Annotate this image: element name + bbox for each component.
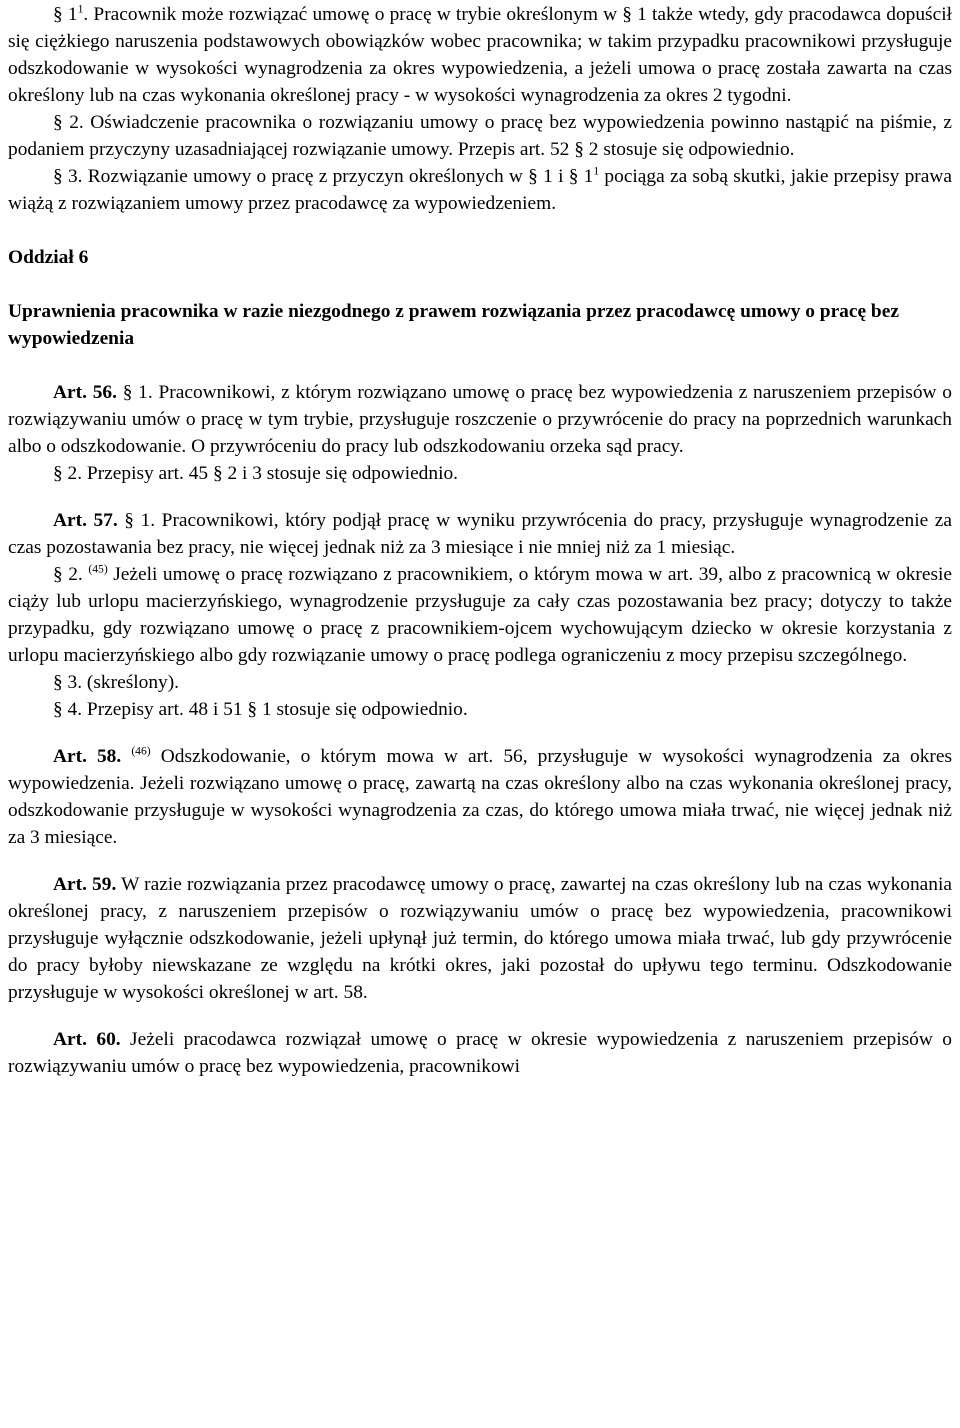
superscript: 1 — [593, 164, 600, 178]
paragraph-marker: § 2. — [53, 564, 89, 585]
paragraph-1-1 — [8, 0, 952, 109]
article-label: Art. 57. — [53, 510, 118, 531]
paragraph-text: . Pracownik może rozwiązać umowę o pracę w trybie określonym w § 1 także wtedy, gdy pracodawca dopuścił się ciężkiego naruszenia podstawowych obowiązków wobec pracownika; w takim przypadku pracownikowi przysługuje odszkodowanie w wysokości wynagrodzenia za okres wypowiedzenia, a jeżeli umowa o pracę została zawarta na czas określony lub na czas wykonania określonej pracy - w wysokości wynagrodzenia za okres 2 tygodni. — [8, 4, 952, 106]
paragraph-marker: § 1 — [53, 4, 78, 25]
section-title: Oddział 6 — [8, 247, 89, 268]
article-60 — [8, 1026, 952, 1080]
article-57 — [8, 507, 952, 561]
superscript: 1 — [77, 2, 84, 16]
article-text: Odszkodowanie, o którym mowa w art. 56, przysługuje w wysokości wynagrodzenia za okres wypowiedzenia. Jeżeli rozwiązano umowę o pracę, zawartą na czas określony albo na czas wykonania określonej pracy, odszkodowanie przysługuje w wysokości wynagrodzenia za czas, do którego umowa miała trwać, nie więcej jednak niż za 3 miesiące. — [8, 746, 952, 848]
paragraph-text: § 3. Rozwiązanie umowy o pracę z przyczyn określonych w § 1 i § 1 — [53, 166, 594, 187]
article-56-paragraph-2: § 2. Przepisy art. 45 § 2 i 3 stosuje się odpowiednio. — [53, 463, 459, 484]
section-subtitle: Uprawnienia pracownika w razie niezgodnego z prawem rozwiązania przez pracodawcę umowy o pracę bez wypowiedzenia — [8, 301, 899, 349]
paragraph-text: pociąga za sobą skutki, jakie przepisy prawa wiążą z rozwiązaniem umowy przez pracodawcę za wypowiedzeniem. — [8, 166, 952, 214]
article-58 — [8, 743, 952, 851]
footnote-ref: (45) — [88, 562, 108, 576]
paragraph-text: Jeżeli umowę o pracę rozwiązano z pracownikiem, o którym mowa w art. 39, albo z pracownicą w okresie ciąży lub urlopu macierzyńskiego, wynagrodzenie przysługuje za cały czas pozostawania bez pracy; dotyczy to także przypadku, gdy rozwiązano umowę o pracę z pracownikiem-ojcem wychowującym dziecko w okresie korzystania z urlopu macierzyńskiego albo gdy rozwiązanie umowy o pracę podlega ograniczeniu z mocy przepisu szczególnego. — [8, 564, 953, 666]
paragraph-3 — [8, 163, 952, 217]
article-text: § 1. Pracownikowi, z którym rozwiązano umowę o pracę bez wypowiedzenia z naruszeniem przepisów o rozwiązywaniu umów o pracę w tym trybie, przysługuje roszczenie o przywrócenie do pracy na poprzednich warunkach albo o odszkodowanie. O przywróceniu do pracy lub odszkodowaniu orzeka sąd pracy. — [8, 382, 952, 457]
paragraph-2: § 2. Oświadczenie pracownika o rozwiązaniu umowy o pracę bez wypowiedzenia powinno nastąpić na piśmie, z podaniem przyczyny uzasadniającej rozwiązanie umowy. Przepis art. 52 § 2 stosuje się odpowiednio. — [8, 112, 952, 160]
article-label: Art. 58. — [53, 746, 122, 767]
article-label: Art. 59. — [53, 874, 117, 895]
article-label: Art. 60. — [53, 1029, 121, 1050]
article-text: Jeżeli pracodawca rozwiązał umowę o pracę w okresie wypowiedzenia z naruszeniem przepisów o rozwiązywaniu umów o pracę bez wypowiedzenia, pracownikowi — [8, 1029, 952, 1077]
article-text: W razie rozwiązania przez pracodawcę umowy o pracę, zawartej na czas określony lub na czas wykonania określonej pracy, z naruszeniem przepisów o rozwiązywaniu umów o pracę bez wypowiedzenia, pracownikowi przysługuje wyłącznie odszkodowanie, jeżeli upłynął już termin, do którego umowa miała trwać, lub gdy przywrócenie do pracy byłoby niewskazane ze względu na krótki okres, jaki pozostał do upływu tego terminu. Odszkodowanie przysługuje w wysokości określonej w art. 58. — [8, 874, 952, 1003]
article-57-paragraph-2 — [8, 561, 952, 669]
article-57-paragraph-3: § 3. (skreślony). — [53, 672, 180, 693]
article-56 — [8, 379, 952, 460]
footnote-ref: (46) — [131, 744, 151, 758]
article-59 — [8, 871, 952, 1006]
article-57-paragraph-4: § 4. Przepisy art. 48 i 51 § 1 stosuje się odpowiednio. — [53, 699, 468, 720]
article-label: Art. 56. — [53, 382, 117, 403]
article-text: § 1. Pracownikowi, który podjął pracę w wyniku przywrócenia do pracy, przysługuje wynagrodzenie za czas pozostawania bez pracy, nie więcej jednak niż za 3 miesiące i nie mniej niż za 1 miesiąc. — [8, 510, 952, 558]
